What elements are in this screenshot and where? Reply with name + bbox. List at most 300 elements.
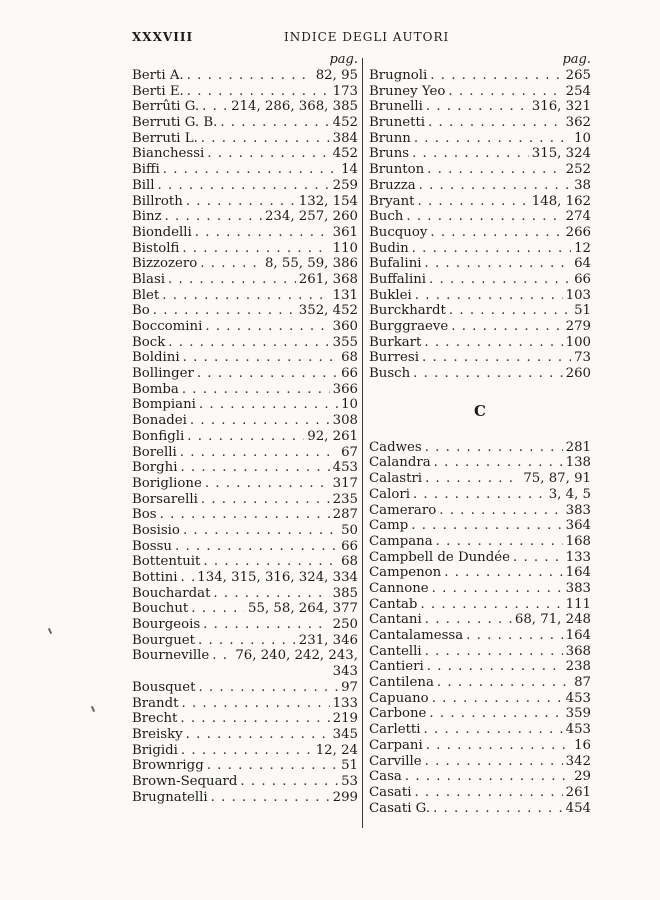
right-entries-c-list [369,440,591,817]
index-entry [369,801,591,817]
dot-leader [205,476,330,492]
dot-leader [197,366,338,382]
dot-leader [429,272,571,288]
index-entry [369,178,591,194]
entry-page-numbers: 214, 286, 368, 385 [231,99,358,115]
entry-page-numbers: 383 [565,580,591,596]
entry-page-numbers: 14 [341,162,358,178]
entry-author-name: Brandt [132,695,179,711]
entry-author-name: Brunelli [369,99,423,115]
entry-page-numbers: 352, 452 [298,303,358,319]
index-entry [132,209,358,225]
entry-author-name: Buch [369,209,404,225]
left-entries-list [132,68,358,805]
index-entry [369,518,591,534]
column-divider [362,58,363,828]
left-column [132,52,358,805]
entry-author-name: Bomba [132,381,179,397]
entry-page-numbers: 82, 95 [315,68,358,83]
dot-leader [415,288,563,304]
entry-page-numbers: 234, 257, 260 [264,209,358,225]
entry-author-name: Buffalini [369,271,427,287]
index-entry [369,722,591,738]
entry-page-numbers: 73 [574,350,591,366]
entry-page-numbers: 16 [574,737,591,753]
dot-leader [411,518,562,534]
entry-page-numbers: 12 [574,240,591,256]
index-entry [369,534,591,550]
index-entry [369,209,591,225]
entry-author-name: Borelli [132,444,177,460]
index-entry [369,612,591,628]
entry-author-name: Cantalamessa [369,628,464,643]
entry-page-numbers: 281 [565,439,591,455]
dot-leader [191,601,245,617]
dot-leader [413,366,562,382]
entry-page-numbers: 384 [332,130,358,146]
entry-author-name: Bizzozero [132,256,198,272]
index-entry [132,476,358,492]
index-entry [369,68,591,84]
dot-leader [163,162,338,178]
dot-leader [430,68,562,84]
entry-page-numbers: 362 [565,115,591,131]
index-entry [132,272,358,288]
dot-leader [413,487,546,503]
entry-author-name: Bosisio [132,522,180,538]
dot-leader [425,256,572,272]
index-entry [132,460,358,476]
entry-author-name: Boccomini [132,319,203,334]
entry-page-numbers: 68 [341,350,358,366]
dot-leader [186,727,330,743]
dot-leader [420,597,562,613]
dot-leader [427,162,562,178]
entry-page-numbers: 361 [332,224,358,240]
running-head [132,30,592,50]
index-entry [369,691,591,707]
index-entry [132,680,358,696]
entry-page-numbers: 75, 87, 91 [523,471,591,487]
entry-author-name: Berruti L. [132,130,198,146]
entry-page-numbers: 261 [565,784,591,800]
entry-page-numbers: 238 [565,659,591,675]
index-entry [369,288,591,304]
dot-leader [198,633,296,649]
dot-leader [427,659,563,675]
index-entry [369,350,591,366]
entry-author-name: Bompiani [132,397,196,413]
entry-page-numbers: 100 [565,334,591,350]
entry-author-name: Carville [369,753,422,769]
entry-author-name: Biondelli [132,224,192,240]
index-entry [369,366,591,382]
entry-author-name: Casati G. [369,800,431,816]
entry-author-name: Borsarelli [132,491,198,507]
entry-page-numbers: 287 [332,507,358,523]
entry-page-numbers: 453 [565,722,591,738]
index-entry [369,99,591,115]
entry-page-numbers: 453 [565,690,591,706]
dot-leader [425,612,512,628]
index-entry [369,706,591,722]
dot-leader [187,429,304,445]
entry-page-numbers: 51 [341,758,358,774]
right-entries-b-list [369,68,591,382]
entry-author-name: Bourgeois [132,617,201,633]
index-entry [132,162,358,178]
dot-leader [198,680,338,696]
dot-leader [195,225,330,241]
entry-author-name: Brunn [369,130,411,146]
entry-author-name: Brugnatelli [132,789,208,805]
index-entry [132,617,358,633]
entry-page-numbers: 164 [565,565,591,581]
dot-leader [160,507,330,523]
entry-page-numbers: 252 [565,162,591,178]
index-entry [132,303,358,319]
dot-leader [412,146,529,162]
index-entry [369,487,591,503]
entry-author-name: Binz [132,209,162,225]
index-entry [132,696,358,712]
index-entry [132,445,358,461]
dot-leader [165,209,262,225]
entry-author-name: Calori [369,486,410,502]
dot-leader [207,758,338,774]
entry-page-numbers: 454 [565,800,591,816]
entry-page-numbers: 355 [332,334,358,350]
index-entry [369,550,591,566]
index-entry [132,743,358,759]
entry-page-numbers: 342 [565,753,591,769]
dot-leader [181,696,329,712]
entry-page-numbers: 299 [332,789,358,805]
entry-page-numbers: 68 [341,554,358,570]
entry-page-numbers: 50 [341,522,358,538]
entry-page-numbers: 10 [341,397,358,413]
entry-page-numbers: 8, 55, 59, 386 [264,256,358,272]
entry-author-name: Bottentuit [132,554,201,570]
index-entry [132,429,358,445]
entry-page-numbers: 67 [341,444,358,460]
index-entry [369,675,591,691]
entry-page-numbers: 66 [341,366,358,382]
entry-author-name: Bousquet [132,679,196,695]
index-entry [369,503,591,519]
entry-author-name: Carpani [369,737,423,753]
entry-page-numbers: 364 [565,518,591,534]
dot-leader [175,539,338,555]
entry-author-name: Burggraeve [369,319,449,334]
entry-page-numbers: 55, 58, 264, 377 [248,601,358,617]
right-column-heading: pag. [562,52,591,67]
dot-leader [439,503,562,519]
entry-page-numbers: 68, 71, 248 [514,612,591,628]
entry-author-name: Bock [132,334,166,350]
index-entry [132,225,358,241]
entry-author-name: Cantelli [369,643,422,659]
entry-page-numbers: 97 [341,679,358,695]
entry-page-numbers: 261, 368 [298,271,358,287]
entry-page-numbers: 134, 315, 316, 324, 334 [197,570,358,585]
dot-leader [414,131,571,147]
dot-leader [429,706,562,722]
dot-leader [240,774,338,790]
index-entry [369,644,591,660]
entry-page-numbers: 308 [332,413,358,429]
dot-leader [153,303,296,319]
entry-author-name: Carletti [369,722,421,738]
index-entry [369,131,591,147]
dot-leader [513,550,563,566]
index-entry [132,758,358,774]
entry-page-numbers: 274 [565,209,591,225]
dot-leader [422,350,571,366]
entry-author-name: Burkart [369,334,422,350]
entry-page-numbers: 66 [341,538,358,554]
dot-leader [200,256,262,272]
entry-author-name: Bo [132,303,150,319]
dot-leader [466,628,562,644]
entry-page-numbers: 360 [332,319,358,334]
entry-page-numbers: 168 [565,533,591,549]
right-column [369,52,591,816]
dot-leader [417,194,528,210]
entry-author-name: Bourguet [132,632,195,648]
dot-leader [162,288,329,304]
index-entry [132,115,358,131]
index-entry [132,586,358,602]
index-entry [132,397,358,413]
entry-page-numbers: 29 [574,769,591,785]
entry-author-name: Boriglione [132,475,202,491]
dot-leader [220,115,329,131]
entry-page-numbers: 265 [565,68,591,83]
dot-leader [186,194,296,210]
index-entry [369,319,591,335]
dot-leader [449,303,571,319]
index-entry [132,413,358,429]
dot-leader [451,319,562,335]
entry-page-numbers: 92, 261 [307,428,358,444]
entry-author-name: Bruzza [369,177,416,193]
index-entry [132,382,358,398]
index-entry [132,492,358,508]
entry-page-numbers: 315, 324 [531,146,591,162]
entry-author-name: Berti A. [132,68,184,83]
index-entry [369,256,591,272]
entry-author-name: Cantab [369,596,418,612]
index-entry [132,790,358,806]
dot-leader [426,99,529,115]
index-entry [369,225,591,241]
entry-author-name: Berruti G. B. [132,115,218,131]
entry-page-numbers: 279 [565,319,591,334]
entry-page-numbers: 359 [565,706,591,722]
index-entry [369,659,591,675]
dot-leader [419,178,571,194]
index-entry [132,178,358,194]
dot-leader [158,178,330,194]
entry-page-numbers: 173 [332,83,358,99]
entry-page-numbers: 51 [574,303,591,319]
index-entry [369,581,591,597]
index-entry [369,241,591,257]
entry-page-numbers: 259 [332,177,358,193]
index-entry [132,554,358,570]
entry-author-name: Bucquoy [369,224,428,240]
entry-author-name: Calastri [369,471,423,487]
entry-author-name: Camp [369,518,409,534]
entry-author-name: Bonadei [132,413,187,429]
entry-page-numbers: 231, 346 [298,632,358,648]
entry-author-name: Borghi [132,460,178,476]
index-entry [132,774,358,790]
entry-page-numbers: 345 [332,726,358,742]
dot-leader [203,554,338,570]
entry-author-name: Brugnoli [369,68,428,83]
entry-author-name: Carbone [369,706,427,722]
entry-author-name: Casati [369,784,412,800]
entry-page-numbers: 254 [565,83,591,99]
index-entry [369,785,591,801]
entry-author-name: Busch [369,366,411,382]
index-entry [369,440,591,456]
index-entry [369,84,591,100]
dot-leader [432,581,563,597]
index-entry [369,628,591,644]
index-entry [132,131,358,147]
index-entry [132,366,358,382]
entry-author-name: Brigidi [132,742,178,758]
entry-author-name: Cantilena [369,675,434,691]
entry-author-name: Brown-Sequard [132,773,238,789]
index-entry [132,633,358,649]
index-entry [132,99,358,115]
entry-author-name: Biffi [132,162,160,178]
entry-page-numbers: 132, 154 [298,193,358,209]
left-column-heading: pag. [329,52,358,67]
entry-page-numbers: 368 [565,643,591,659]
entry-author-name: Burresi [369,350,419,366]
entry-author-name: Blasi [132,271,166,287]
dot-leader [180,711,329,727]
index-entry [132,319,358,335]
entry-page-continuation: 343 [332,664,358,680]
index-entry [132,507,358,523]
entry-author-name: Breisky [132,726,183,742]
dot-leader [201,131,330,147]
entry-author-name: Bonfigli [132,428,185,444]
entry-page-numbers: 148, 162 [531,193,591,209]
entry-author-name: Campana [369,533,433,549]
entry-author-name: Cameraro [369,502,437,518]
index-entry [132,539,358,555]
entry-author-name: Cadwes [369,439,422,455]
entry-author-name: Capuano [369,690,429,706]
entry-page-numbers: 383 [565,502,591,518]
index-entry [369,194,591,210]
index-entry [132,601,358,617]
dot-leader [444,565,562,581]
section-letter-c: C [474,401,486,420]
dot-leader [425,754,563,770]
dot-leader [187,68,313,84]
index-entry [369,597,591,613]
index-entry [132,350,358,366]
entry-page-numbers: 87 [574,675,591,691]
index-entry [369,455,591,471]
entry-page-numbers: 235 [332,491,358,507]
entry-author-name: Calandra [369,455,431,471]
entry-author-name: Brunton [369,162,425,178]
entry-page-numbers: 111 [565,596,591,612]
entry-page-numbers: 138 [565,455,591,471]
entry-page-numbers: 453 [332,460,358,476]
index-entry [132,288,358,304]
dot-leader [425,644,563,660]
entry-author-name: Brecht [132,711,178,727]
dot-leader [207,146,329,162]
dot-leader [183,350,338,366]
dot-leader [180,445,338,461]
index-entry [132,727,358,743]
index-entry [369,115,591,131]
dot-leader [201,492,330,508]
entry-author-name: Brunetti [369,115,426,131]
dot-leader [437,675,571,691]
entry-page-numbers: 316, 321 [531,99,591,115]
entry-page-numbers: 452 [332,146,358,162]
index-entry [132,256,358,272]
index-entry [132,648,358,664]
index-entry [132,523,358,539]
dot-leader [428,115,563,131]
dot-leader [414,785,562,801]
entry-page-numbers: 250 [332,617,358,633]
dot-leader [212,648,232,664]
dot-leader [187,84,330,100]
dot-leader [181,743,313,759]
dot-leader [424,335,562,351]
entry-page-numbers: 103 [565,287,591,303]
index-entry [369,303,591,319]
entry-page-numbers: 164 [565,628,591,643]
dot-leader [436,534,563,550]
dot-leader [412,241,571,257]
entry-page-numbers: 64 [574,256,591,272]
dot-leader [430,225,562,241]
entry-author-name: Budin [369,240,409,256]
entry-author-name: Bistolfi [132,240,180,256]
page-number: XXXVIII [132,30,194,44]
entry-page-numbers: 317 [332,475,358,491]
entry-page-numbers: 12, 24 [315,742,358,758]
index-entry [132,335,358,351]
running-title: INDICE DEGLI AUTORI [284,30,450,44]
entry-author-name: Bourneville [132,648,210,664]
entry-author-name: Bottini [132,570,178,585]
dot-leader [405,769,571,785]
dot-leader [406,209,562,225]
index-entry [369,335,591,351]
dot-leader [432,691,563,707]
entry-author-name: Casa [369,769,402,785]
dot-leader [425,471,520,487]
entry-page-numbers: 10 [574,130,591,146]
dot-leader [168,272,296,288]
